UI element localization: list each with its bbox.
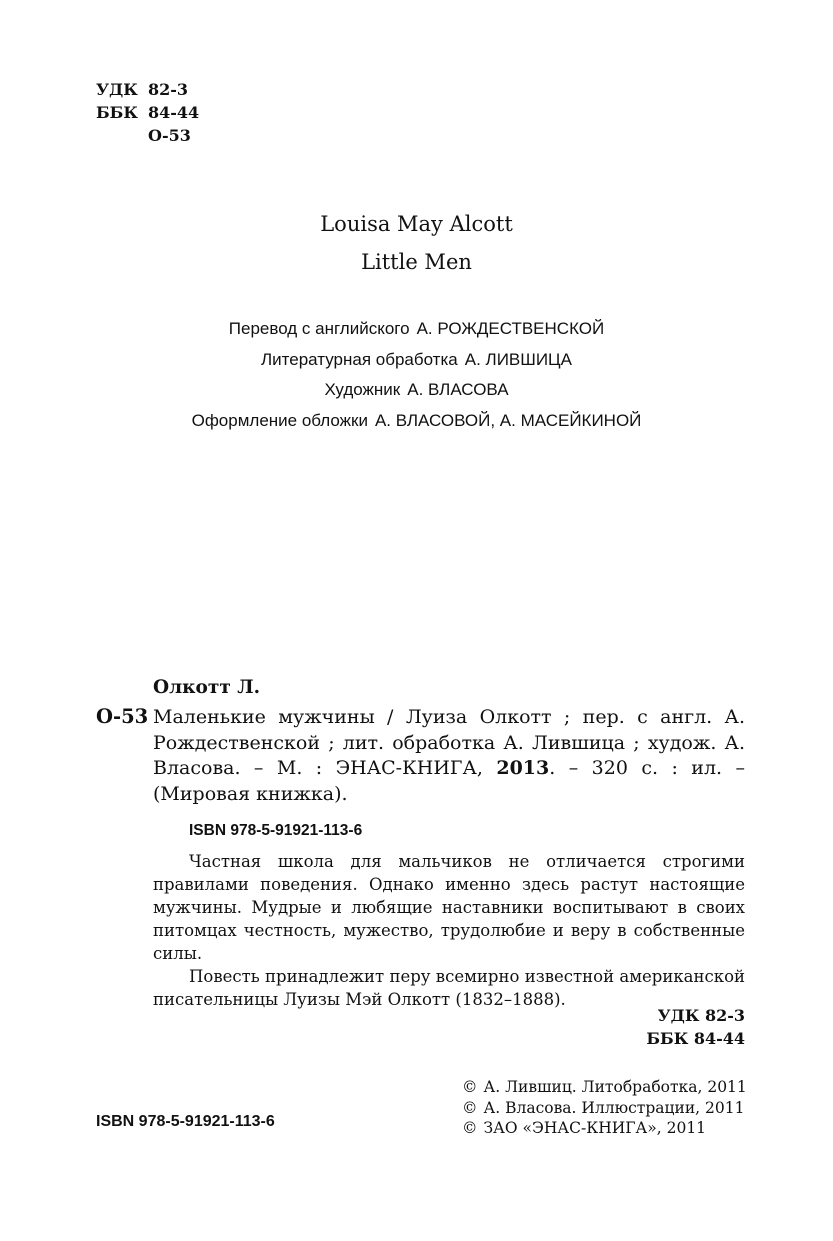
annotation-paragraph-2: Повесть принадлежит перу всемирно известной американской писательницы Луизы Мэй Олкотт (1832–1888).: [153, 967, 745, 1009]
bbk-bottom: ББК 84-44: [646, 1029, 745, 1048]
annotation-paragraph-1: Частная школа для мальчиков не отличается строгими правилами поведения. Однако именно здесь растут настоящие мужчины. Мудрые и любящие наставники воспитывают в своих питомцах честность, мужество, трудолюбие и веру в собственные силы.: [153, 852, 745, 963]
credit-role: Перевод с английского: [228, 319, 410, 338]
copyright-symbol: ©: [462, 1098, 478, 1117]
udk-label: УДК: [96, 80, 138, 99]
record-isbn: ISBN 978-5-91921-113-6: [189, 822, 363, 839]
credit-role: Художник: [324, 380, 401, 399]
record-year: 2013: [496, 757, 550, 779]
annotation: [153, 850, 745, 1011]
copyright-line: [462, 1098, 747, 1119]
copyright-symbol: ©: [462, 1078, 478, 1096]
author-mark: О-53: [148, 126, 191, 145]
copyright-block: [462, 1077, 747, 1139]
isbn-bottom: ISBN 978-5-91921-113-6: [96, 1113, 275, 1130]
credits-block: [0, 314, 833, 436]
copyright-line: [462, 1118, 747, 1139]
bbk-label: ББК: [96, 103, 138, 122]
copyright-text: А. Власова. Иллюстрации, 2011: [483, 1098, 745, 1117]
credit-name: А. ВЛАСОВОЙ, А. МАСЕЙКИНОЙ: [374, 410, 642, 430]
copyright-text: ЗАО «ЭНАС-КНИГА», 2011: [483, 1119, 707, 1137]
record-body-part1: Маленькие мужчины / Луиза Олкотт ; пер. с англ. А. Рождественской ; лит. обработка А. Лившица ; худож. А. Власова. – М. : ЭНАС-КНИГА,: [153, 706, 745, 779]
credit-role: Оформление обложки: [191, 410, 368, 430]
udk-bottom: УДК 82-3: [657, 1006, 745, 1025]
credit-illustrator: [0, 375, 833, 406]
copyright-symbol: ©: [462, 1119, 478, 1137]
record-heading: Олкотт Л.: [153, 677, 261, 698]
credit-role: Литературная обработка: [261, 349, 458, 369]
credit-name: А. РОЖДЕСТВЕНСКОЙ: [416, 319, 605, 338]
credit-cover-design: [0, 406, 833, 437]
credit-editor: [0, 345, 833, 376]
record-body-part2: . – 320 с. : ил. – (Мировая книжка).: [153, 757, 745, 805]
original-title: Little Men: [361, 250, 472, 274]
udk-row: [96, 78, 199, 101]
copyright-text: А. Лившиц. Литобработка, 2011: [483, 1078, 747, 1096]
copyright-line: [462, 1077, 747, 1098]
classification-block: [96, 78, 199, 147]
credit-name: А. ЛИВШИЦА: [464, 349, 572, 369]
credit-name: А. ВЛАСОВА: [407, 380, 509, 399]
credit-translator: [0, 314, 833, 345]
original-author: Louisa May Alcott: [320, 212, 513, 236]
author-mark-row: [96, 124, 199, 147]
udk-value: 82-3: [148, 80, 189, 99]
record-code: О-53: [96, 705, 149, 728]
classification-bottom: [646, 1004, 745, 1050]
bbk-row: [96, 101, 199, 124]
record-description: [153, 705, 745, 807]
bbk-value: 84-44: [148, 103, 200, 122]
